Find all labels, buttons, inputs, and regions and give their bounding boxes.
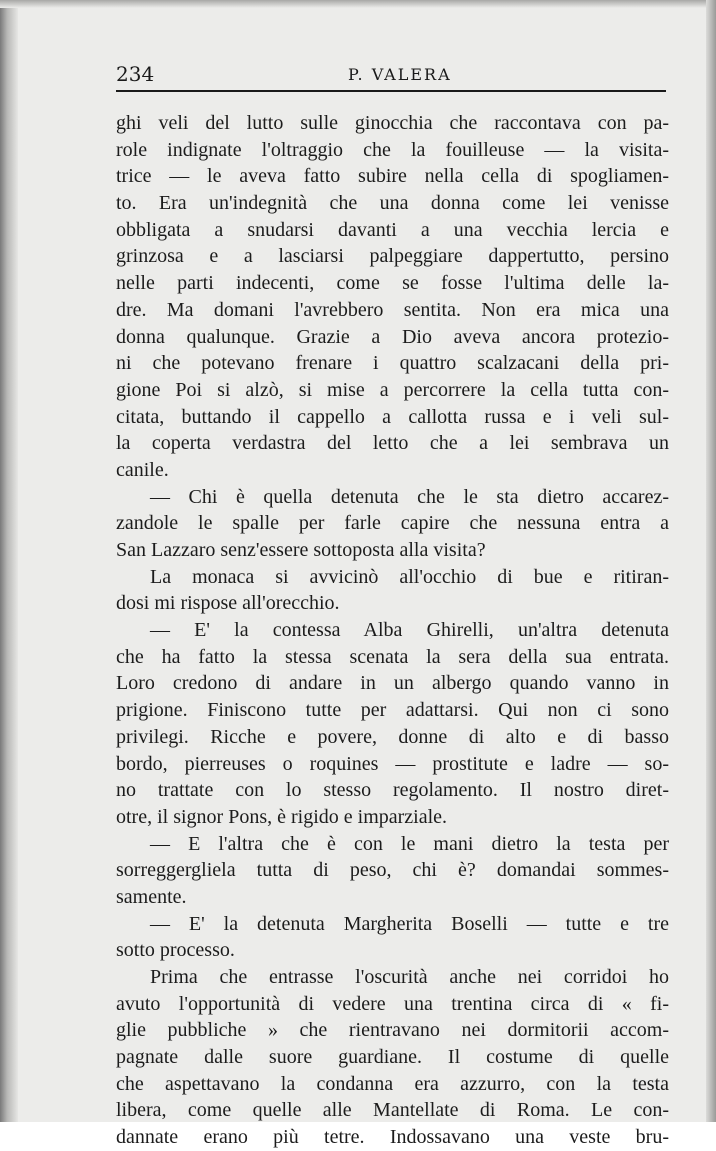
text-line: La monaca si avvicinò all'occhio di bue e ritiran- (150, 565, 669, 588)
text-line: nelle parti indecenti, come se fosse l'ultima delle la- (116, 272, 669, 295)
text-line: dannate erano più tetre. Indossavano una veste bru- (116, 1126, 669, 1149)
text-line: gione Poi si alzò, si mise a percorrere la cella tutta con- (116, 378, 669, 401)
text-line: la coperta verdastra del letto che a lei sembrava un (116, 432, 669, 455)
text-line: role indignate l'oltraggio che la fouilleuse — la visita- (116, 138, 669, 161)
text-line: trice — le aveva fatto subire nella cella di spogliamen- (116, 165, 669, 188)
text-line: privilegi. Ricche e povere, donne di alto e di basso (116, 725, 669, 748)
text-line: dre. Ma domani l'avrebbero sentita. Non era mica una (116, 298, 669, 321)
text-line: che ha fatto la stessa scenata la sera della sua entrata. (116, 645, 669, 668)
top-edge-shadow (0, 0, 716, 8)
text-line: canile. (116, 458, 169, 481)
text-line: — Chi è quella detenuta che le sta dietro accarez- (150, 485, 669, 508)
text-line: ghi veli del lutto sulle ginocchia che raccontava con pa- (116, 112, 669, 134)
text-line: — E l'altra che è con le mani dietro la testa per (150, 832, 669, 855)
text-line: sotto processo. (116, 939, 235, 962)
text-line: to. Era un'indegnità che una donna come lei venisse (116, 192, 669, 215)
text-line: zandole le spalle per farle capire che nessuna entra a (116, 512, 669, 535)
text-line: sorreggergliela tutta di peso, chi è? domandai sommes- (116, 859, 669, 882)
text-line: — E' la detenuta Margherita Boselli — tutte e tre (150, 912, 669, 935)
text-line: samente. (116, 885, 187, 908)
text-line: otre, il signor Pons, è rigido e imparziale. (116, 805, 448, 828)
text-line: bordo, pierreuses o roquines — prostitute e ladre — so- (116, 752, 669, 775)
text-line: libera, come quelle alle Mantellate di Roma. Le con- (116, 1099, 669, 1122)
text-line: Loro credono di andare in un albergo quando vanno in (116, 672, 669, 695)
text-line: no trattate con lo stesso regolamento. Il nostro diret- (116, 779, 669, 802)
text-line: obbligata a snudarsi davanti a una vecchia lercia e (116, 218, 669, 241)
text-line: citata, buttando il cappello a callotta russa e i veli sul- (116, 405, 669, 428)
running-head (116, 60, 666, 92)
text-line: glie pubbliche » che rientravano nei dormitorii accom- (116, 1019, 669, 1042)
text-line: — E' la contessa Alba Ghirelli, un'altra detenuta (150, 619, 669, 642)
text-line: Prima che entrasse l'oscurità anche nei corridoi ho (150, 966, 669, 988)
text-line: San Lazzaro senz'essere sottoposta alla visita? (116, 539, 486, 561)
text-line: donna qualunque. Grazie a Dio aveva ancora protezio- (116, 325, 669, 348)
text-line: grinzosa e a lasciarsi palpeggiare dappertutto, persino (116, 245, 669, 268)
text-line: dosi mi rispose all'orecchio. (116, 592, 340, 615)
text-line: pagnate dalle suore guardiane. Il costume di quelle (116, 1046, 669, 1069)
text-line: ni che potevano frenare i quattro scalzacani della pri- (116, 352, 669, 375)
text-line: avuto l'opportunità di vedere una trentina circa di « fi- (116, 992, 669, 1015)
right-edge-shadow (706, 0, 716, 1122)
text-line: prigione. Finiscono tutte per adattarsi. Qui non ci sono (116, 699, 669, 722)
body-text (116, 110, 669, 1151)
page-number: 234 (116, 62, 155, 86)
binding-shadow (0, 0, 18, 1122)
text-line: che aspettavano la condanna era azzurro, con la testa (116, 1072, 669, 1095)
running-title: P. VALERA (348, 65, 452, 84)
